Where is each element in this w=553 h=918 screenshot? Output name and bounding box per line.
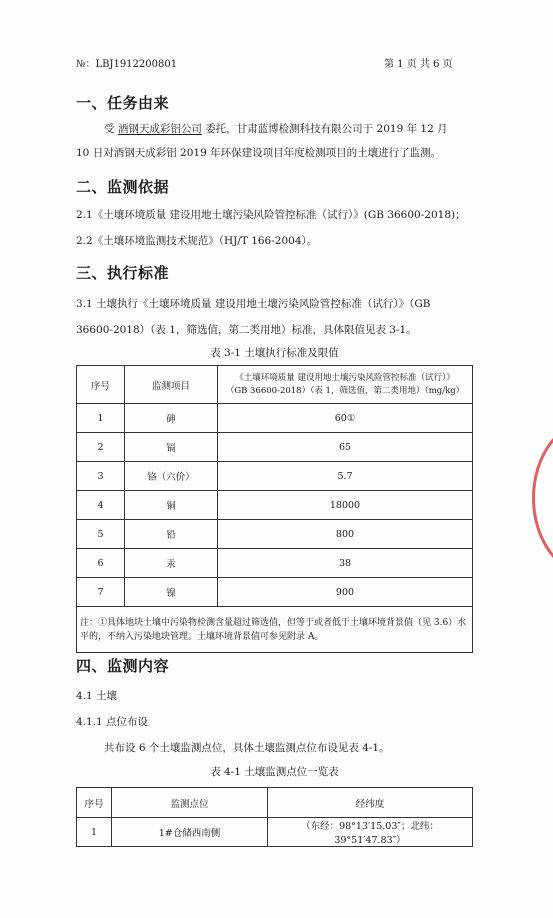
cell-site: 1#仓储西南侧: [112, 818, 268, 847]
cell-value: 800: [218, 520, 473, 549]
table-row: [77, 578, 473, 607]
subsection-4-1: 4.1 土壤: [76, 690, 118, 702]
section-4-paragraph: 共布设 6 个土壤监测点位，具体土壤监测点位布设见表 4-1。: [104, 742, 390, 754]
limit-header-line-1: 《土壤环境质量 建设用地土壤污染风险管控标准（试行）》: [235, 372, 455, 383]
cell-no: 4: [77, 491, 125, 520]
section-2-title: 二、监测依据: [76, 178, 170, 196]
limit-header-line-2: （GB 36600-2018）（表 1，筛选值，第二类用地）（mg/kg）: [225, 385, 465, 396]
cell-value: 18000: [218, 491, 473, 520]
doc-number: №：LBJ1912200801: [76, 59, 178, 70]
table-row: [77, 404, 473, 433]
cell-no: 1: [77, 818, 112, 847]
red-seal-stamp: [532, 420, 553, 576]
section-3-title: 三、执行标准: [76, 264, 170, 282]
cell-no: 7: [77, 578, 125, 607]
table-header-row: [77, 788, 473, 818]
table-row: [77, 549, 473, 578]
basis-item-1: 2.1《土壤环境质量 建设用地土壤污染风险管控标准（试行）》(GB 36600-2018)；: [76, 209, 466, 221]
cell-item: 铜: [125, 491, 218, 520]
col-no: 序号: [77, 366, 125, 404]
cell-value: 900: [218, 578, 473, 607]
table-row: [77, 818, 473, 847]
cell-no: 6: [77, 549, 125, 578]
text-segment: 受: [104, 123, 115, 135]
table-row: [77, 520, 473, 549]
cell-value: 65: [218, 433, 473, 462]
col-site: 监测点位: [112, 788, 268, 818]
standard-line-2: 36600-2018）（表 1，筛选值，第二类用地）标准，具体限值见表 3-1。: [76, 324, 417, 336]
col-item: 监测项目: [125, 366, 218, 404]
section-1-title: 一、任务由来: [76, 94, 170, 112]
cell-no: 1: [77, 404, 125, 433]
table-4-1-caption: 表 4-1 土壤监测点位一览表: [210, 766, 339, 778]
table-3-1-caption: 表 3-1 土壤执行标准及限值: [210, 347, 339, 359]
standard-line-1: 3.1 土壤执行《土壤环境质量 建设用地土壤污染风险管控标准（试行）》（GB: [76, 298, 431, 310]
col-no: 序号: [77, 788, 112, 818]
standards-table: [76, 365, 473, 653]
text-segment: 委托，甘肃蓝博检测科技有限公司于 2019 年 12 月: [205, 123, 448, 135]
table-header-row: [77, 366, 473, 404]
table-row: [77, 433, 473, 462]
cell-no: 5: [77, 520, 125, 549]
basis-item-2: 2.2《土壤环境监测技术规范》（HJ/T 166-2004）。: [76, 235, 318, 247]
section-4-title: 四、监测内容: [76, 657, 170, 675]
table-note-row: [77, 607, 473, 653]
cell-item: 镉: [125, 433, 218, 462]
cell-no: 2: [77, 433, 125, 462]
cell-coord: （东经：98°13′15.03″；北纬：39°51′47.83″）: [268, 818, 473, 847]
cell-item: 汞: [125, 549, 218, 578]
section-1-line-1: [104, 117, 448, 141]
table-note: 注：①具体地块土壤中污染物检测含量超过筛选值，但等于或者低于土壤环境背景值（见 3.6）水平的，不纳入污染地块管理。土壤环境背景值可参见附录 A。: [77, 607, 473, 653]
subsection-4-1-1: 4.1.1 点位布设: [76, 716, 149, 728]
page-indicator: 第 1 页 共 6 页: [384, 59, 453, 70]
cell-item: 砷: [125, 404, 218, 433]
sites-table: [76, 787, 473, 847]
table-row: [77, 491, 473, 520]
cell-no: 3: [77, 462, 125, 491]
cell-item: 镍: [125, 578, 218, 607]
client-name: 酒钢天成彩铝公司: [117, 123, 202, 135]
table-row: [77, 462, 473, 491]
cell-value: 38: [218, 549, 473, 578]
cell-item: 铅: [125, 520, 218, 549]
cell-item: 铬（六价）: [125, 462, 218, 491]
col-coord: 经纬度: [268, 788, 473, 818]
col-limit: [218, 366, 473, 404]
section-1-line-2: 10 日对酒钢天成彩铝 2019 年环保建设项目年度检测项目的土壤进行了监测。: [76, 147, 442, 159]
cell-value: 5.7: [218, 462, 473, 491]
cell-value: 60①: [218, 404, 473, 433]
